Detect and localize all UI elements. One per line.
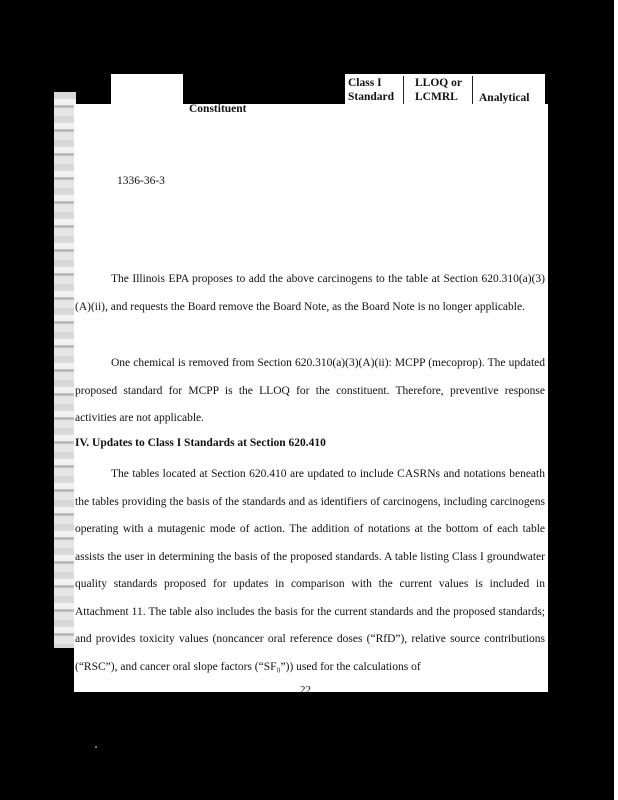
class-standard-header-line2: Standard	[348, 91, 395, 103]
scan-edge-strip	[614, 0, 618, 800]
paragraph-section-620-410: The tables located at Section 620.410 are updated to include CASRNs and notations beneath the tables providing the basis of the standards and as identifiers of carcinogens, including carcinogens operating with a mutagenic mode of action. The addition of notations at the bottom of each table assists the user in determining the basis of the proposed standards. A table listing Class I groundwater quality standards proposed for updates in comparison with the current values is included in Attachment 11. The table also includes the basis for the current standards and the proposed standards; and provides toxicity values (noncancer oral reference doses (“RfD”), relative source contributions (“RSC”), and cancer oral slope factors (“SF₀”)) used for the calculations of	[75, 468, 545, 673]
casrn-cell: 1336-36-3	[117, 175, 165, 187]
constituent-header: Constituent	[189, 104, 247, 115]
table-divider	[403, 76, 404, 104]
table-divider	[472, 76, 473, 104]
lloq-header-line2: LCMRL	[415, 91, 458, 103]
document-page	[74, 104, 548, 692]
section-heading: IV. Updates to Class I Standards at Section 620.410	[75, 437, 326, 449]
paragraph-mcpp: One chemical is removed from Section 620.310(a)(3)(A)(ii): MCPP (mecoprop). The updated proposed standard for MCPP is the LLOQ for the constituent. Therefore, preventive response activities are not applicable.	[75, 357, 545, 424]
page-number: 22	[300, 684, 311, 692]
table-header-left-cell	[111, 74, 183, 106]
lloq-header-line1: LLOQ or	[415, 77, 462, 89]
paragraph-carcinogens: The Illinois EPA proposes to add the above carcinogens to the table at Section 620.310(a)(3)(A)(ii), and requests the Board remove the Board Note, as the Board Note is no longer applicable.	[75, 273, 545, 313]
analytical-header: Analytical	[479, 92, 530, 104]
class-standard-header-line1: Class I	[348, 77, 382, 89]
scan-speck	[95, 746, 97, 748]
scan-artifact-strip	[54, 92, 76, 648]
